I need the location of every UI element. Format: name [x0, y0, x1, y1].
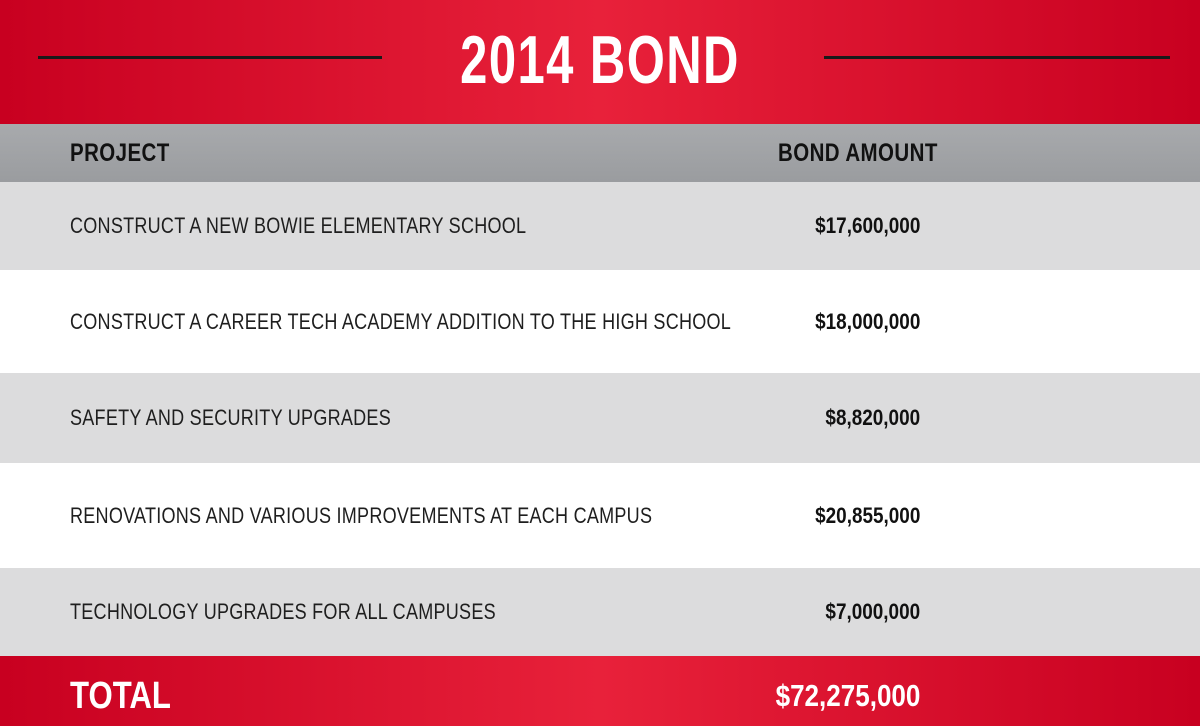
- row-bond-amount: $17,600,000: [814, 213, 920, 238]
- table-row: [0, 182, 1200, 270]
- row-project-name: TECHNOLOGY UPGRADES FOR ALL CAMPUSES: [70, 599, 496, 624]
- table-row: [0, 270, 1200, 373]
- total-amount: $72,275,000: [775, 678, 920, 713]
- table-row: [0, 463, 1200, 568]
- row-project-name: CONSTRUCT A CAREER TECH ACADEMY ADDITION TO THE HIGH SCHOOL: [70, 308, 732, 334]
- title-rule-right: [824, 56, 1170, 59]
- column-header-project: PROJECT: [70, 139, 170, 167]
- column-header-amount: BOND AMOUNT: [778, 139, 938, 167]
- row-project-name: CONSTRUCT A NEW BOWIE ELEMENTARY SCHOOL: [70, 213, 527, 238]
- row-bond-amount: $8,820,000: [825, 405, 920, 430]
- row-bond-amount: $7,000,000: [825, 599, 920, 624]
- total-label: TOTAL: [70, 675, 171, 717]
- table-header: [0, 124, 1200, 182]
- row-project-name: SAFETY AND SECURITY UPGRADES: [70, 405, 392, 430]
- page-title: 2014 BOND: [460, 22, 740, 98]
- table-row: [0, 568, 1200, 656]
- total-row: [0, 656, 1200, 726]
- row-project-name: RENOVATIONS AND VARIOUS IMPROVEMENTS AT EACH CAMPUS: [70, 502, 653, 528]
- table-row: [0, 373, 1200, 463]
- title-banner: [0, 0, 1200, 124]
- row-bond-amount: $20,855,000: [814, 502, 920, 528]
- row-bond-amount: $18,000,000: [814, 308, 920, 334]
